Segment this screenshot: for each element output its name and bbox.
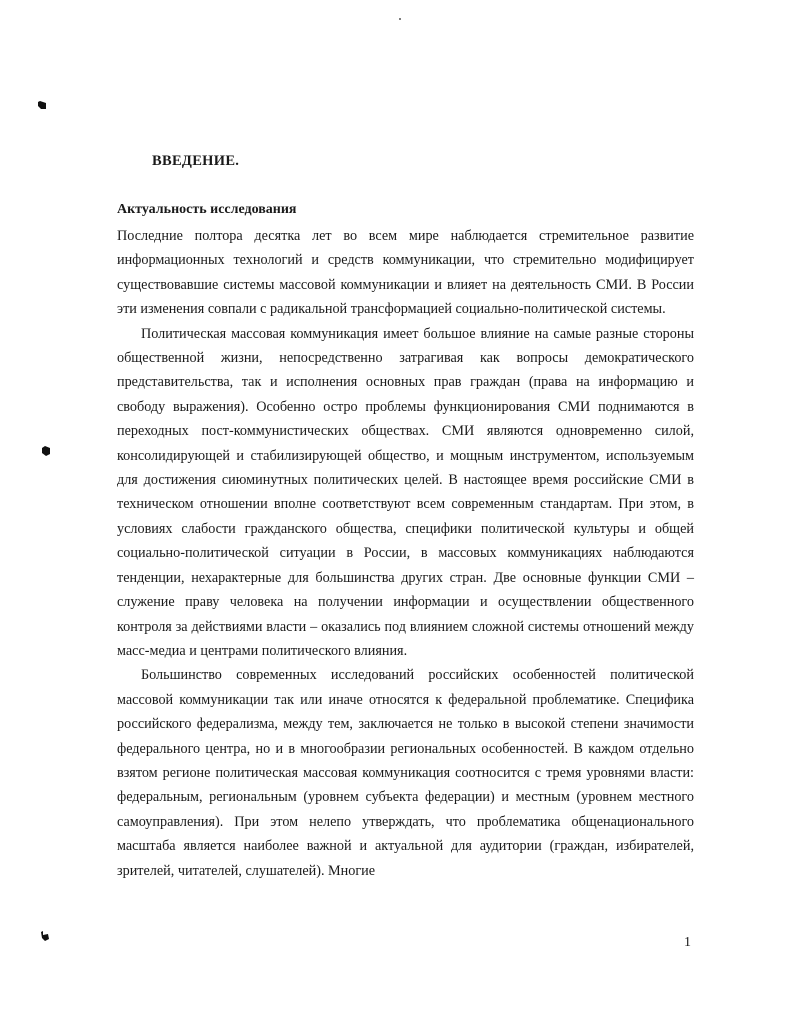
body-text — [117, 224, 694, 883]
scan-mark-icon — [40, 931, 50, 941]
paragraph-3: Большинство современных исследований российских особенностей политической массовой коммуникации так или иначе относятся к федеральной проблематике. Специфика российского федерализма, между тем, заключается не только в высокой степени значимости федерального центра, но и в многообразии региональных особенностей. В каждом отдельно взятом регионе политическая массовая коммуникация соотносится с тремя уровнями власти: федеральным, региональным (уровнем субъекта федерации) и местным (уровнем местного самоуправления). При этом нелепо утверждать, что проблематика общенационального масштаба является наиболее важной и актуальной для аудитории (граждан, избирателей, зрителей, читателей, слушателей). Многие — [117, 667, 694, 879]
page-title: ВВЕДЕНИЕ. — [152, 153, 240, 169]
section-heading: Актуальность исследования — [117, 202, 297, 217]
scan-mark-icon — [37, 100, 47, 110]
scan-mark-icon — [41, 446, 51, 456]
paragraph-1: Последние полтора десятка лет во всем мире наблюдается стремительное развитие информационных технологий и средств коммуникации, что стремительно модифицирует существовавшие системы массовой коммуникации и влияет на деятельность СМИ. В России эти изменения совпали с радикальной трансформацией социально-политической системы. — [117, 228, 694, 318]
paragraph-2: Политическая массовая коммуникация имеет большое влияние на самые разные стороны общественной жизни, непосредственно затрагивая как вопросы демократического представительства, так и исполнения основных прав граждан (права на информацию и свободу выражения). Особенно остро проблемы функционирования СМИ поднимаются в переходных пост-коммунистических обществах. СМИ являются одновременно силой, консолидирующей и стабилизирующей общество, и мощным инструментом, используемым для достижения сиюминутных политических целей. В настоящее время российские СМИ в техническом отношении вполне соответствуют всем современным стандартам. При этом, в условиях слабости гражданского общества, специфики политической культуры и общей социально-политической ситуации в России, в массовых коммуникациях наблюдаются тенденции, нехарактерные для большинства других стран. Две основные функции СМИ – служение праву человека на получении информации и осуществлении общественного контроля за действиями власти – оказались под влиянием сложной системы отношений между масс-медиа и центрами политического влияния. — [117, 325, 694, 659]
scan-dot-icon — [399, 18, 401, 20]
page-number: 1 — [684, 935, 691, 950]
